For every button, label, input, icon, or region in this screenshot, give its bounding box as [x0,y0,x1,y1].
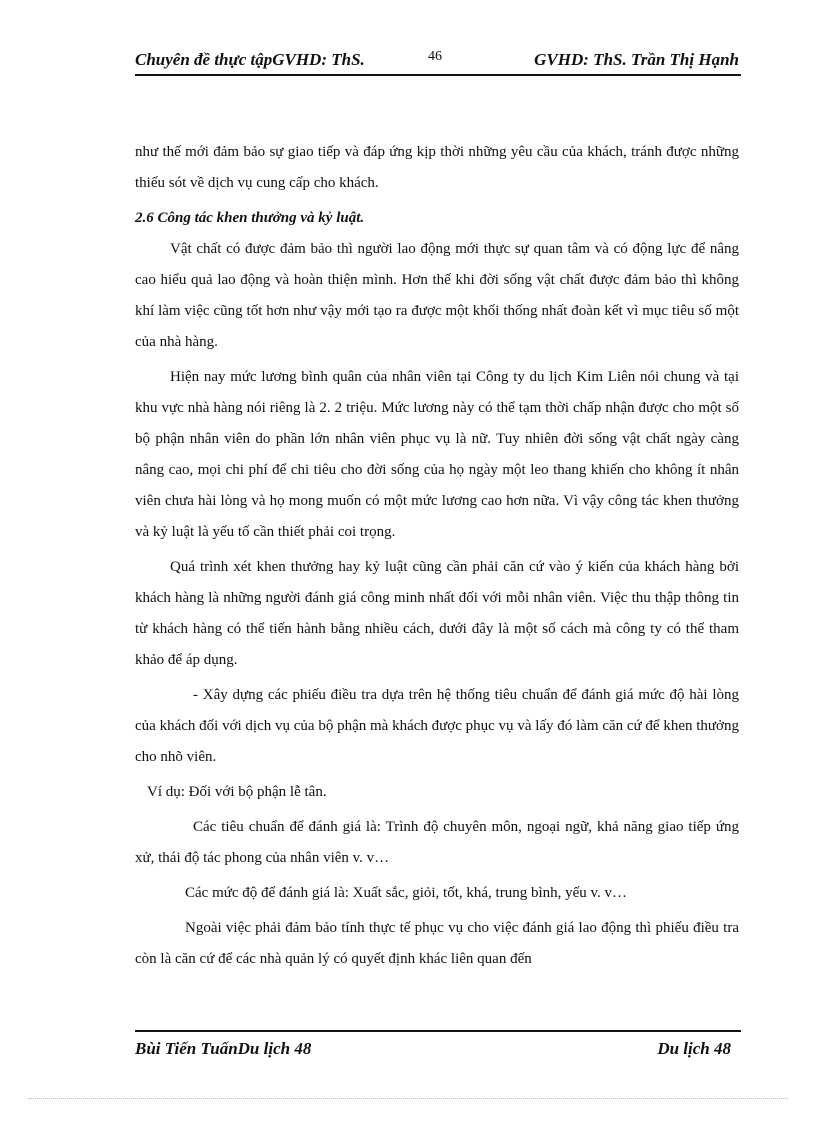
paragraph-evaluation-process: Quá trình xét khen thưởng hay kỷ luật cũng cần phải căn cứ vào ý kiến của khách hàng bởi khách hàng là những người đánh giá công minh nhất đối với mỗi nhân viên. Việc thu thập thông tin từ khách hàng có thể tiến hành bằng nhiều cách, dưới đây là một số cách mà công ty có thể tham khảo để áp dụng. [135,559,739,668]
paragraph-survey-forms: - Xây dựng các phiếu điều tra dựa trên hệ thống tiêu chuẩn để đánh giá mức độ hài lòng của khách đối với dịch vụ của bộ phận mà khách được phục vụ và lấy đó làm căn cứ để khen thưởng cho nhõ viên. [135,687,739,765]
paragraph-criteria: Các tiêu chuẩn để đánh giá là: Trình độ chuyên môn, ngoại ngữ, khả năng giao tiếp ứng xử, thái độ tác phong của nhân viên v. v… [135,819,739,866]
paragraph-salary: Hiện nay mức lương bình quân của nhân viên tại Công ty du lịch Kim Liên nói chung và tại khu vực nhà hàng nói riêng là 2. 2 triệu. Mức lương này có thể tạm thời chấp nhận được cho một số bộ phận nhân viên do phần lớn nhân viên phục vụ là nữ. Tuy nhiên đời sống vật chất ngày càng nâng cao, mọi chi phí để chi tiêu cho đời sống của họ ngày một leo thang khiến cho không ít nhân viên chưa hài lòng và họ mong muốn có một mức lương cao hơn nữa. Vì vậy công tác khen thưởng và kỷ luật là yếu tố cần thiết phải coi trọng. [135,369,739,540]
page-number: 46 [428,49,442,64]
header-supervisor: GVHD: ThS. Trần Thị Hạnh [534,50,739,69]
page-header [135,48,741,76]
page-break-rule [28,1098,788,1099]
section-heading: 2.6 Công tác khen thưởng và kỷ luật. [135,210,365,226]
paragraph-additional: Ngoài việc phải đảm bảo tính thực tế phục vụ cho việc đánh giá lao động thì phiếu điều tra còn là căn cứ để các nhà quản lý có quyết định khác liên quan đến [135,920,739,967]
paragraph-continuation: như thế mới đảm bảo sự giao tiếp và đáp ứng kịp thời những yêu cầu của khách, tránh được những thiếu sót về dịch vụ cung cấp cho khách. [135,144,739,191]
paragraph-levels: Các mức độ để đánh giá là: Xuất sắc, giỏi, tốt, khá, trung bình, yếu v. v… [185,885,628,901]
paragraph-material-conditions: Vật chất có được đảm bảo thì người lao động mới thực sự quan tâm và có động lực để nâng cao hiểu quả lao động và hoàn thiện mình. Hơn thế khi đời sống vật chất được đảm bảo thì không khí làm việc cũng tốt hơn như vậy mới tạo ra được một khối thống nhất đoàn kết vì mục tiêu số một của nhà hàng. [135,241,739,350]
footer-class: Du lịch 48 [657,1039,731,1058]
header-title: Chuyên đề thực tậpGVHD: ThS. [135,50,365,69]
page-footer [135,1030,741,1064]
paragraph-example: Ví dụ: Đối với bộ phận lễ tân. [147,784,327,800]
document-body [135,137,739,979]
footer-author: Bùi Tiến TuấnDu lịch 48 [135,1039,312,1058]
